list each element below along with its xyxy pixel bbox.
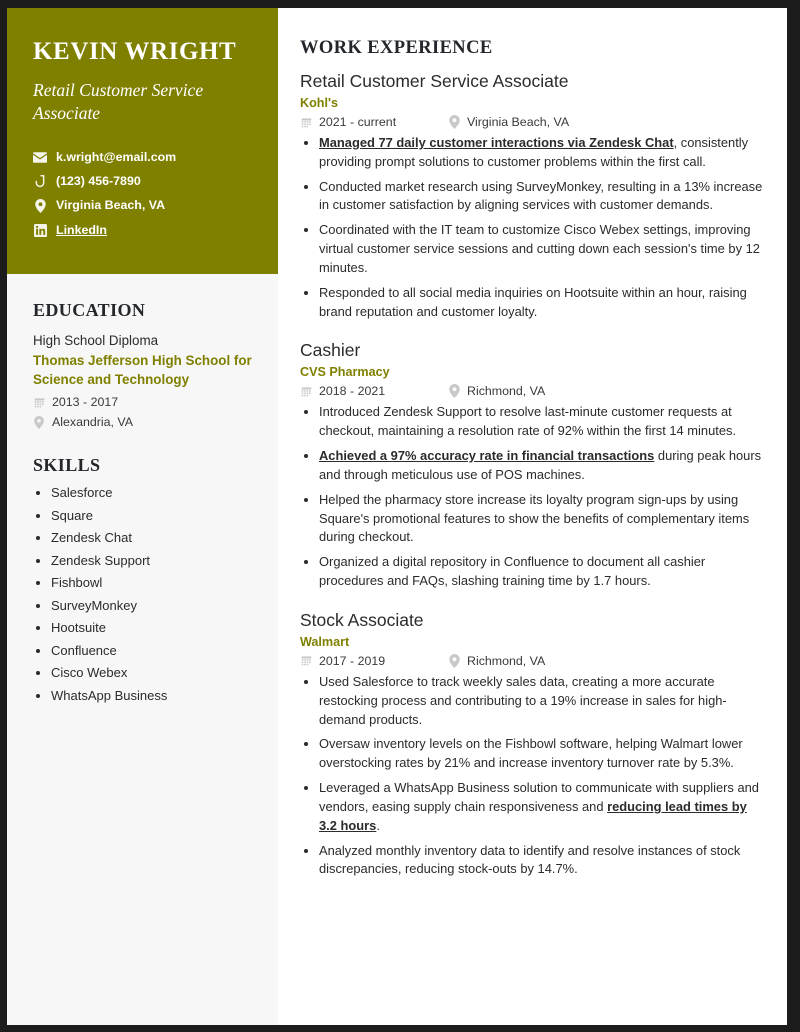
map-pin-icon [448, 115, 460, 129]
job-bullet: • Helped the pharmacy store increase its loyalty program sign-ups by using Square's promotional features to show the benefits of complementary items during checkout. [319, 491, 765, 547]
map-pin-icon [448, 654, 460, 668]
skill-item: • WhatsApp Business [51, 689, 252, 702]
linkedin-icon [33, 224, 47, 237]
phone-icon [33, 175, 47, 188]
skills-list [33, 486, 252, 702]
candidate-title: Retail Customer Service Associate [33, 79, 204, 124]
calendar-icon [300, 386, 312, 397]
job-bullet: • Introduced Zendesk Support to resolve last-minute customer requests at checkout, maintaining a resolution rate of 92% within the first 14 minutes. [319, 403, 765, 441]
skills-section [7, 429, 278, 711]
map-pin-icon [448, 384, 460, 398]
job-dates: 2017 - 2019 [319, 653, 386, 668]
envelope-icon [33, 152, 47, 163]
job-entry [300, 340, 765, 590]
resume-page [7, 8, 787, 1025]
job-entry [300, 71, 765, 321]
job-bullet-list [300, 403, 765, 590]
contact-item[interactable] [33, 175, 252, 188]
job-location: Richmond, VA [467, 653, 546, 668]
education-school: Thomas Jefferson High School for Science and Technology [33, 353, 252, 387]
job-location: Virginia Beach, VA [467, 115, 570, 129]
job-title: Retail Customer Service Associate [300, 71, 569, 91]
job-dates-cell [300, 654, 448, 668]
job-bullet: • Achieved a 97% accuracy rate in financial transactions during peak hours and through meticulous use of POS machines. [319, 447, 765, 485]
job-bullet-list [300, 134, 765, 321]
education-heading: EDUCATION [33, 299, 146, 320]
education-degree: High School Diploma [33, 332, 159, 348]
contact-value: (123) 456-7890 [56, 173, 141, 188]
job-bullet: • Leveraged a WhatsApp Business solution to communicate with suppliers and vendors, easing supply chain responsiveness and reducing lead times by 3.2 hours. [319, 779, 765, 835]
job-list [300, 71, 765, 879]
skill-item: • Salesforce [51, 486, 252, 499]
skill-item: • Hootsuite [51, 621, 252, 634]
job-dates-cell [300, 115, 448, 129]
sidebar [7, 8, 278, 1025]
contact-value: k.wright@email.com [56, 150, 177, 165]
map-pin-icon [33, 416, 45, 429]
skill-item: • Confluence [51, 644, 252, 657]
education-section [7, 274, 278, 429]
calendar-icon [300, 655, 312, 666]
contact-value: Virginia Beach, VA [56, 198, 166, 213]
job-location: Richmond, VA [467, 384, 546, 399]
education-location-row [33, 415, 252, 429]
job-bullet: • Oversaw inventory levels on the Fishbowl software, helping Walmart lower overstocking rates by 21% and increase inventory turnover rate by 5.3%. [319, 735, 765, 773]
education-location: Alexandria, VA [52, 415, 134, 430]
skill-item: • Zendesk Support [51, 554, 252, 567]
job-bullet: • Coordinated with the IT team to customize Cisco Webex settings, improving virtual customer service sessions and cutting down each session's time by 12 minutes. [319, 221, 765, 277]
job-meta-row [300, 654, 765, 668]
job-bullet: • Conducted market research using SurveyMonkey, resulting in a 13% increase in customer satisfaction by aligning services with customer demands. [319, 178, 765, 216]
contact-value[interactable]: LinkedIn [56, 222, 107, 237]
skill-item: • Square [51, 509, 252, 522]
calendar-icon [300, 117, 312, 128]
education-dates: 2013 - 2017 [52, 395, 119, 410]
job-dates-cell [300, 384, 448, 398]
job-title: Stock Associate [300, 609, 424, 630]
job-meta-row [300, 115, 765, 129]
skill-item: • SurveyMonkey [51, 599, 252, 612]
map-pin-icon [33, 199, 47, 213]
job-bullet: • Analyzed monthly inventory data to identify and resolve instances of stock discrepancies, reducing stock-outs by 14.7%. [319, 842, 765, 880]
work-experience-heading: WORK EXPERIENCE [300, 38, 493, 58]
job-location-cell [448, 384, 545, 398]
candidate-name: KEVIN WRIGHT [33, 38, 237, 65]
job-title: Cashier [300, 340, 361, 361]
skills-heading: SKILLS [33, 455, 101, 476]
header-block [7, 8, 278, 274]
job-location-cell [448, 115, 569, 129]
job-location-cell [448, 654, 545, 668]
job-bullet: • Responded to all social media inquiries on Hootsuite within an hour, raising brand reputation and customer loyalty. [319, 284, 765, 322]
job-bullet: • Managed 77 daily customer interactions via Zendesk Chat, consistently providing prompt solutions to customer problems within the first call. [319, 134, 765, 172]
education-dates-row [33, 395, 252, 409]
job-bullet-list [300, 673, 765, 879]
skill-item: • Fishbowl [51, 576, 252, 589]
contact-item[interactable] [33, 224, 252, 237]
job-meta-row [300, 384, 765, 398]
job-company: Kohl's [300, 96, 338, 110]
job-company: CVS Pharmacy [300, 365, 390, 380]
calendar-icon [33, 397, 45, 408]
job-dates: 2018 - 2021 [319, 384, 386, 399]
job-company: Walmart [300, 634, 350, 649]
skill-item: • Zendesk Chat [51, 531, 252, 544]
main-content [278, 8, 787, 1025]
job-entry [300, 610, 765, 879]
contact-item[interactable] [33, 151, 252, 163]
contact-item[interactable] [33, 199, 252, 213]
job-bullet: • Used Salesforce to track weekly sales data, creating a more accurate restocking process and contributing to a 19% increase in sales for high-demand products. [319, 673, 765, 729]
skill-item: • Cisco Webex [51, 666, 252, 679]
job-bullet: • Organized a digital repository in Confluence to document all cashier procedures and FAQs, slashing training time by 1.7 hours. [319, 553, 765, 591]
job-dates: 2021 - current [319, 115, 397, 129]
contact-list [33, 151, 252, 236]
